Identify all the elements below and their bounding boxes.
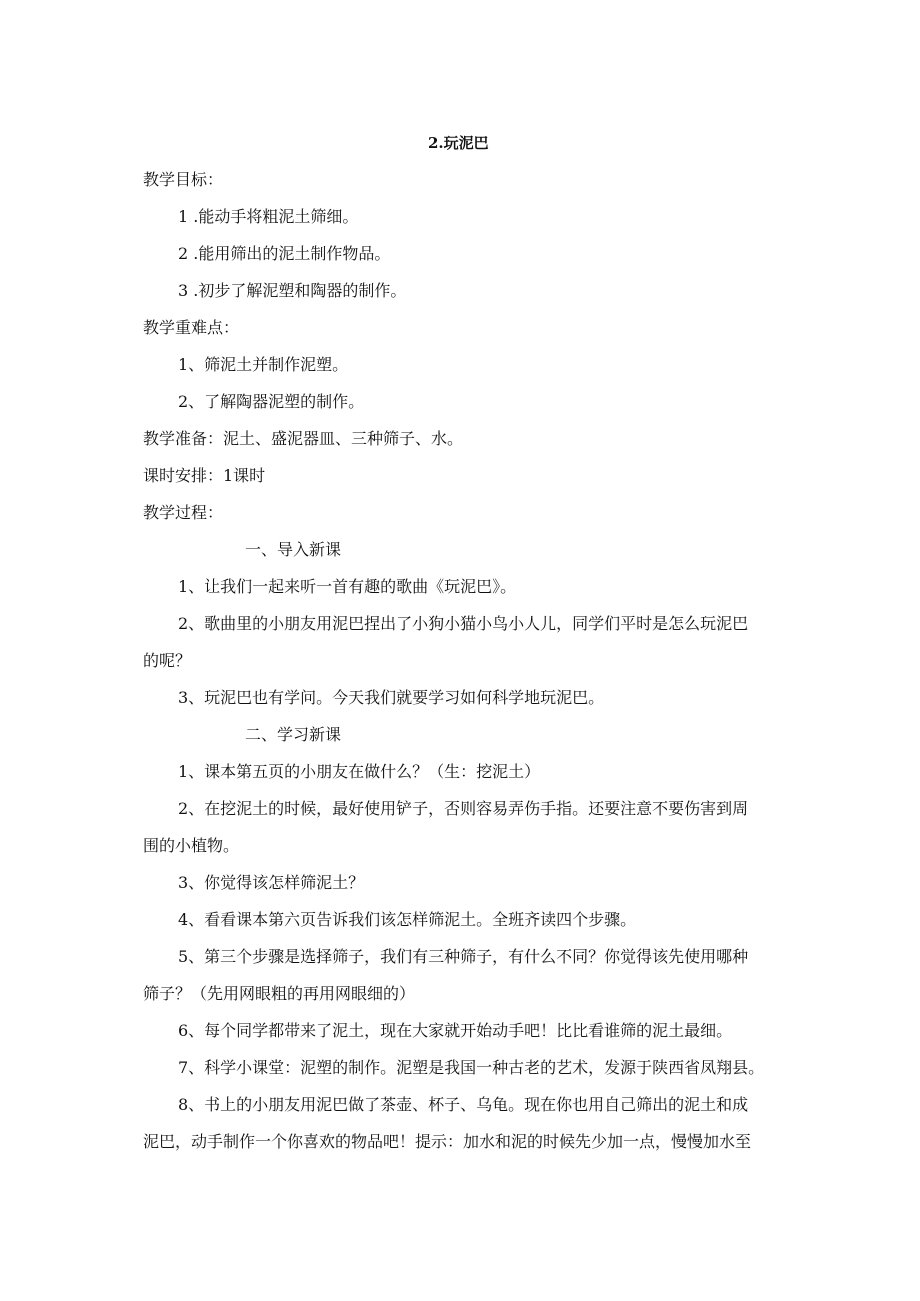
process-step-continued: 泥巴，动手制作一个你喜欢的物品吧！提示：加水和泥的时候先少加一点，慢慢加水至 <box>143 1132 752 1151</box>
process-step-continued: 筛子？（先用网眼粗的再用网眼细的） <box>143 984 416 1003</box>
process-step: 1、课本第五页的小朋友在做什么？（生：挖泥土） <box>178 762 541 781</box>
objective-item: 2 .能用筛出的泥土制作物品。 <box>178 244 391 263</box>
process-step-continued: 围的小植物。 <box>143 836 240 855</box>
objective-item: 1 .能动手将粗泥土筛细。 <box>178 207 359 226</box>
heading-objectives: 教学目标： <box>143 170 224 189</box>
heading-key-points: 教学重难点： <box>143 318 240 337</box>
process-step: 7、科学小课堂：泥塑的制作。泥塑是我国一种古老的艺术，发源于陕西省凤翔县。 <box>178 1058 765 1077</box>
process-step: 5、第三个步骤是选择筛子，我们有三种筛子，有什么不同？你觉得该先使用哪种 <box>178 947 749 966</box>
process-step: 3、你觉得该怎样筛泥土？ <box>178 873 365 892</box>
process-step: 2、在挖泥土的时候，最好使用铲子，否则容易弄伤手指。还要注意不要伤害到周 <box>178 799 749 818</box>
process-step: 2、歌曲里的小朋友用泥巴捏出了小狗小猫小鸟小人儿，同学们平时是怎么玩泥巴 <box>178 614 749 633</box>
document-title: 2.玩泥巴 <box>428 134 489 152</box>
heading-process: 教学过程： <box>143 503 224 522</box>
process-step: 6、每个同学都带来了泥土，现在大家就开始动手吧！比比看谁筛的泥土最细。 <box>178 1021 733 1040</box>
process-step-continued: 的呢？ <box>143 651 192 670</box>
process-step: 3、玩泥巴也有学问。今天我们就要学习如何科学地玩泥巴。 <box>178 688 605 707</box>
section-heading: 一、导入新课 <box>245 540 342 559</box>
key-point-item: 1、筛泥土并制作泥塑。 <box>178 355 349 374</box>
class-hours: 课时安排：1课时 <box>143 466 266 485</box>
process-step: 4、看看课本第六页告诉我们该怎样筛泥土。全班齐读四个步骤。 <box>178 910 637 929</box>
process-step: 8、书上的小朋友用泥巴做了茶壶、杯子、乌龟。现在你也用自己筛出的泥土和成 <box>178 1095 749 1114</box>
key-point-item: 2、了解陶器泥塑的制作。 <box>178 392 365 411</box>
objective-item: 3 .初步了解泥塑和陶器的制作。 <box>178 281 407 300</box>
teaching-preparation: 教学准备：泥土、盛泥器皿、三种筛子、水。 <box>143 429 464 448</box>
section-heading: 二、学习新课 <box>245 725 342 744</box>
process-step: 1、让我们一起来听一首有趣的歌曲《玩泥巴》。 <box>178 577 517 596</box>
